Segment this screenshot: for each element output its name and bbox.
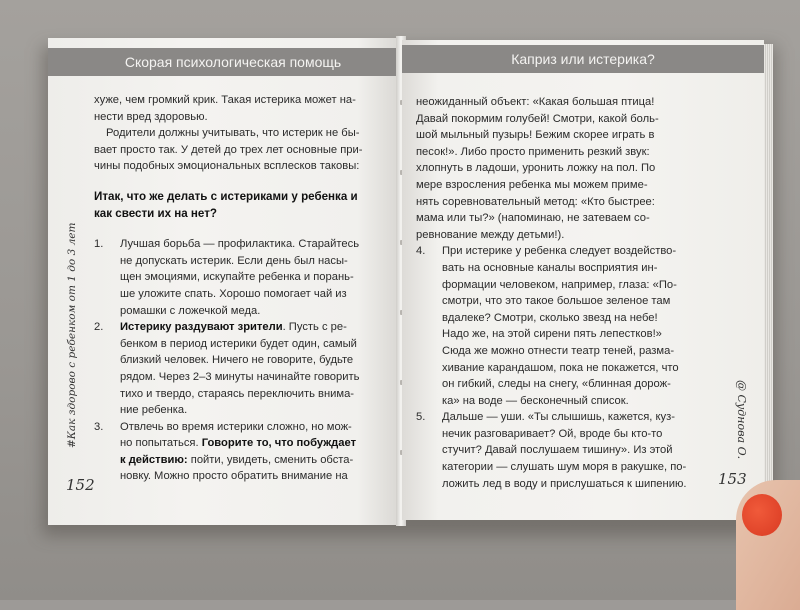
item-number: 1. xyxy=(94,238,104,251)
page-stack-edge xyxy=(764,44,773,518)
body-line: неожиданный объект: «Какая большая птица! xyxy=(416,96,655,108)
list-item: 1. Лучшая борьба — профилактика. Старайтесь xyxy=(94,236,376,253)
item-number: 5. xyxy=(416,411,426,424)
body-line: хлопнуть в ладоши, уронить ложку на пол. По xyxy=(416,162,656,175)
red-fingernail xyxy=(742,494,782,536)
left-page-number: 152 xyxy=(66,476,95,494)
list-item: 3. Отвлечь во время истерики сложно, но мож- xyxy=(94,419,376,436)
right-page xyxy=(402,40,764,520)
right-page-header: Каприз или истерика? xyxy=(402,45,764,73)
right-page-number: 153 xyxy=(718,470,747,488)
item-number: 4. xyxy=(416,245,426,258)
bold-phrase: к действию: xyxy=(120,453,188,466)
left-side-hashtag: #Как здорово с ребенком от 1 до 3 лет xyxy=(66,222,78,448)
right-page-body: неожиданный объект: «Какая большая птица! Давай покормим голубей! Смотри, какой боль- шой мыльный пузырь! Бежим скорее играть в песок!». Либо просто применить резкий звук: хлопнуть в ладоши, уронить ложку на пол. По мере взросления ребенка мы можем приме- нять соревновательный метод: «Кто быстрее: мама или ты?» (напоминаю, не затеваем со- ревнование между детьми!). 4. При истерике у ребенка следует воздейство- вать на основные каналы восприятия ин- формации человеком, например, глаза: «По- смотри, что это такое большое зеленое там вдалеке? Смотри, сколько звезд на небе! Надо же, на этой сирени пять лепестков!» Сюда же можно отнести театр теней, разма- хивание карандашом, пока не покажется, что он гибкий, следы на снегу, «блинная дорож- ка» на воде — бесконечный список. 5. Дальше — уши. «Ты слышишь, кажется, куз- нечик разговаривает? Ой, вроде бы кто-то стучит? Давай послушаем тишину». Из этой категории — слушать шум моря в ракушке, по- ложить лед в воду и прислушаться к шипению. xyxy=(416,94,716,492)
body-line: мама или ты?» (напоминаю, не затеваем со- xyxy=(416,212,650,225)
left-page-body: хуже, чем громкий крик. Такая истерика может на- нести вред здоровью. Родители должны учитывать, что истерик не бы- вает просто так. У детей до трех лет основные при- чины подобных эмоциональных всплесков таковы: Итак, что же делать с истериками у ребенка и как свести их на нет? 1. Лучшая борьба — профилактика. Старайтесь не допускать истерик. Если день был насы- щен эмоциями, искупайте ребенка и порань- ше уложите спать. Хорошо помогает чай из ромашки с ложечкой меда. 2. Истерику раздувают зрители. Пусть с ре- бенком в период истерики будет один, самый близкий человек. Ничего не говорите, будьте рядом. Через 2–3 минуты начинайте говорить тихо и твердо, стараясь переключить внима- ние ребенка. 3. Отвлечь во время истерики сложно, но мож- но попытаться. Говорите то, что побуждает к действию: пойти, увидеть, сменить обста- новку. Можно просто обратить внимание на xyxy=(94,92,376,485)
right-side-author: @ Суднова О. xyxy=(735,380,748,460)
body-line: шой мыльный пузырь! Бежим скорее играть в xyxy=(416,129,655,142)
body-line: вает просто так. У детей до трех лет основные при- xyxy=(94,143,363,156)
item-number: 2. xyxy=(94,321,104,334)
section-heading: как свести их на нет? xyxy=(94,206,217,220)
section-heading: Итак, что же делать с истериками у ребенка и xyxy=(94,189,358,203)
body-line: мере взросления ребенка мы можем приме- xyxy=(416,178,648,191)
body-line: Давай покормим голубей! Смотри, какой боль- xyxy=(416,112,659,125)
body-line: чины подобных эмоциональных всплесков таковы: xyxy=(94,160,360,173)
body-line: нести вред здоровью. xyxy=(94,110,208,123)
left-page-header: Скорая психологическая помощь xyxy=(48,48,400,76)
item-number: 3. xyxy=(94,420,104,433)
body-line: ревнование между детьми!). xyxy=(416,228,565,241)
bold-phrase: Говорите то, что побуждает xyxy=(201,437,357,450)
left-page xyxy=(48,38,400,525)
list-item: 4. При истерике у ребенка следует воздейство- xyxy=(416,243,716,260)
body-line: хуже, чем громкий крик. Такая истерика может на- xyxy=(94,94,356,106)
bold-phrase: Истерику раздувают зрители xyxy=(120,321,283,334)
body-line: нять соревновательный метод: «Кто быстрее: xyxy=(416,195,655,208)
list-item: 2. Истерику раздувают зрители. Пусть с ре- xyxy=(94,319,376,336)
body-line: Родители должны учитывать, что истерик не бы- xyxy=(106,127,360,140)
body-line: песок!». Либо просто применить резкий звук: xyxy=(416,145,650,158)
list-item: 5. Дальше — уши. «Ты слышишь, кажется, куз- xyxy=(416,409,716,426)
